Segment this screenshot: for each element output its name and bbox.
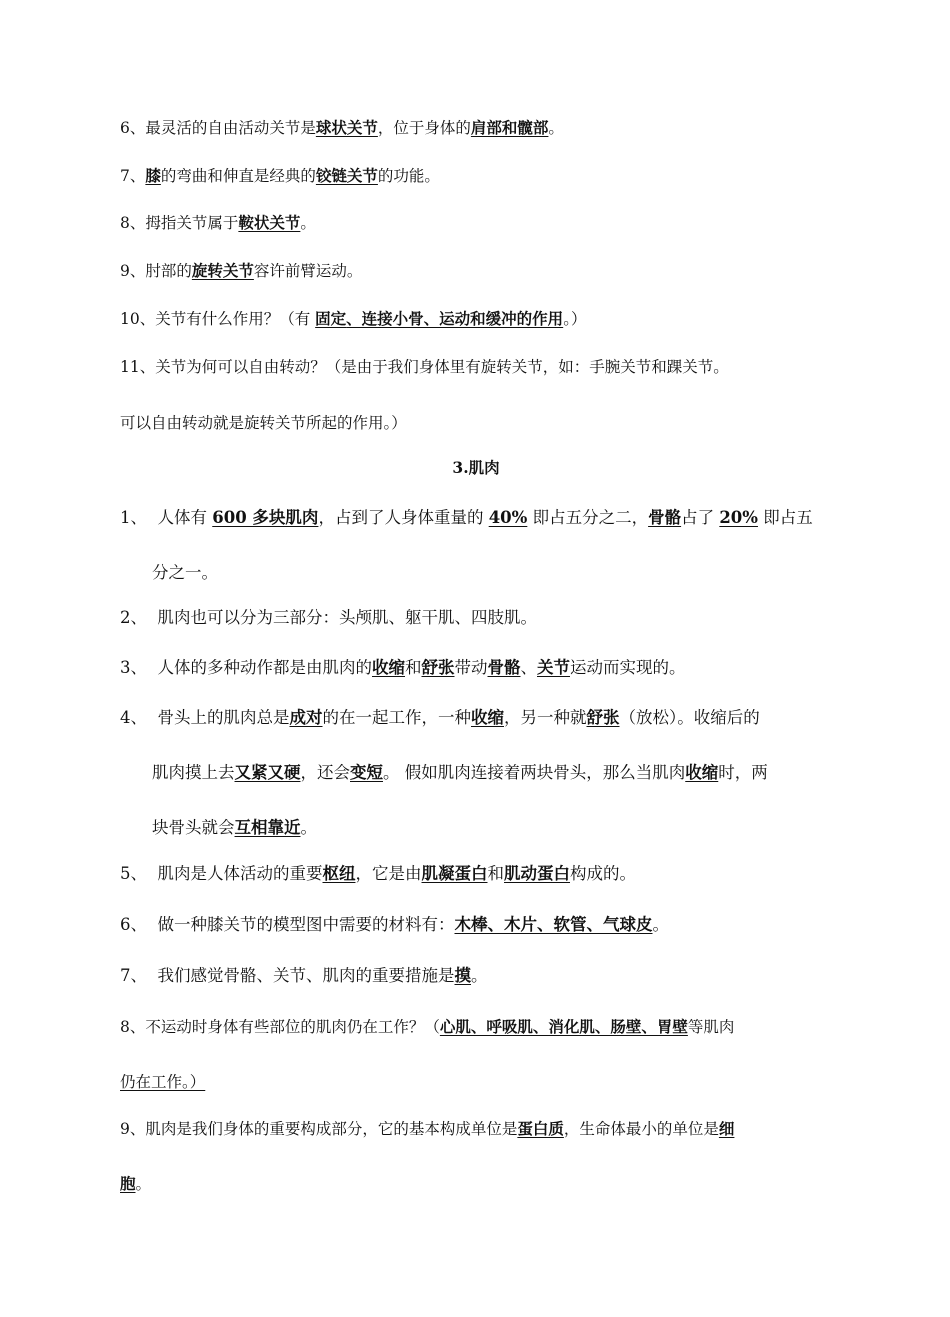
- text: 。: [548, 119, 564, 137]
- keyword: 、连接小骨、运动和缓冲的作用: [346, 309, 564, 328]
- text: 块骨头就会: [152, 818, 235, 837]
- text: 。: [652, 915, 669, 934]
- keyword: 摸: [454, 966, 471, 985]
- joint-item-11: [120, 356, 832, 378]
- keyword: 木棒、木片、软管、气球皮: [454, 915, 653, 934]
- keyword: 40%: [488, 508, 528, 527]
- keyword: 变短: [350, 763, 383, 782]
- text: 9、肌肉是我们身体的重要构成部分，它的基本构成单位是: [120, 1120, 518, 1138]
- muscle-item-7: [120, 965, 832, 987]
- text: ，它是由: [355, 864, 422, 883]
- text: 的弯曲和伸直是经典的: [160, 167, 316, 185]
- keyword: 又紧又硬: [234, 763, 301, 782]
- joint-item-11-cont: [120, 412, 832, 434]
- text: 肌肉也可以分为三部分：头颅肌、躯干肌、四肢肌。: [157, 608, 537, 627]
- keyword: 胞: [120, 1174, 136, 1193]
- muscle-item-4: [120, 707, 832, 729]
- muscle-item-1-cont: [152, 562, 832, 584]
- text: 。: [300, 818, 317, 837]
- keyword: 肌凝蛋白: [421, 864, 488, 883]
- text: 的在一起工作，一种: [322, 708, 471, 727]
- text: ，另一种就: [504, 708, 587, 727]
- text: 我们感觉骨骼、关节、肌肉的重要措施是: [157, 966, 455, 985]
- muscle-item-6: [120, 914, 832, 936]
- muscle-item-3: [120, 657, 832, 679]
- keyword: 铰链关节: [315, 166, 378, 185]
- text: 。）: [563, 310, 587, 328]
- item-number: 1、: [120, 508, 147, 527]
- text: 可以自由转动就是旋转关节所起的作用。）: [120, 414, 407, 432]
- keyword: 细: [718, 1119, 735, 1138]
- text: 分之一。: [152, 563, 218, 582]
- text: ，还会: [300, 763, 350, 782]
- muscle-item-9-cont: [120, 1173, 832, 1195]
- keyword: 收缩: [372, 658, 405, 677]
- keyword: 20%: [719, 508, 758, 527]
- text: 等肌肉: [687, 1018, 735, 1036]
- keyword: 收缩: [471, 708, 504, 727]
- muscle-item-5: [120, 863, 832, 885]
- joint-item-6: [120, 117, 832, 139]
- text: 9、肘部的: [120, 262, 192, 280]
- joint-item-7: [120, 165, 832, 187]
- text: （放松）。收缩后的: [619, 708, 760, 727]
- text: 骨头上的肌肉总是: [157, 708, 290, 727]
- keyword: 固定: [315, 309, 347, 328]
- text: ，占到了人身体重量的: [318, 508, 489, 527]
- text: 8、不运动时身体有些部位的肌肉仍在工作？（: [120, 1018, 440, 1036]
- item-number: 5、: [120, 864, 147, 883]
- text: 容许前臂运动。: [253, 262, 363, 280]
- joint-item-10: [120, 308, 832, 330]
- text: 。: [135, 1175, 152, 1193]
- joint-item-8: [120, 212, 832, 234]
- text: 肌肉是人体活动的重要: [157, 864, 323, 883]
- muscle-item-2: [120, 607, 832, 629]
- text: 人体有: [157, 508, 213, 527]
- text: 时，两: [718, 763, 768, 782]
- keyword: 鞍状关节: [238, 213, 301, 232]
- text: 。 假如肌肉连接着两块骨头，那么当肌肉: [383, 763, 686, 782]
- keyword: 心肌、呼吸肌、消化肌、肠壁、胃壁: [439, 1017, 688, 1036]
- keyword: 球状关节: [315, 118, 378, 137]
- keyword: 蛋白质: [517, 1119, 564, 1138]
- muscle-item-4-cont2: [152, 817, 832, 839]
- keyword: 肌动蛋白: [504, 864, 570, 883]
- keyword: 肩部和髋部: [470, 118, 549, 137]
- keyword: 关节: [537, 658, 570, 677]
- text: ，生命体最小的单位是: [563, 1120, 719, 1138]
- text: 10、关节有什么作用？（有: [120, 310, 316, 328]
- keyword: 舒张: [586, 708, 620, 727]
- text: 仍在工作。）: [120, 1073, 206, 1091]
- text: 。: [471, 966, 488, 985]
- text: 即占五: [757, 508, 813, 527]
- keyword: 骨骼: [648, 508, 682, 527]
- text: 运动而实现的。: [570, 658, 686, 677]
- keyword: 膝: [145, 166, 161, 185]
- keyword: 成对: [289, 708, 323, 727]
- text: 11、关节为何可以自由转动？（是由于我们身体里有旋转关节，如：手腕关节和踝关节。: [120, 358, 729, 376]
- joint-item-9: [120, 260, 832, 282]
- text: 6、最灵活的自由活动关节是: [120, 119, 316, 137]
- muscle-item-8: [120, 1016, 832, 1038]
- keyword: 舒张: [421, 658, 455, 677]
- muscle-item-9: [120, 1118, 832, 1140]
- text: ，位于身体的: [377, 119, 471, 137]
- text: 人体的多种动作都是由肌肉的: [157, 658, 372, 677]
- text: 构成的。: [570, 864, 636, 883]
- muscle-item-1: [120, 507, 832, 529]
- keyword: 枢纽: [322, 864, 356, 883]
- text: 带动: [454, 658, 488, 677]
- text: 、: [520, 658, 537, 677]
- text: 7、: [120, 167, 146, 185]
- text: 做一种膝关节的模型图中需要的材料有：: [157, 915, 455, 934]
- muscle-item-4-cont: [152, 762, 832, 784]
- keyword: 600 多块肌肉: [212, 508, 319, 527]
- text: 和: [487, 864, 504, 883]
- keyword: 收缩: [685, 763, 719, 782]
- text: 的功能。: [377, 167, 440, 185]
- item-number: 3、: [120, 658, 147, 677]
- text: 和: [405, 658, 422, 677]
- keyword: 骨骼: [487, 658, 521, 677]
- keyword: 互相靠近: [234, 818, 301, 837]
- text: 肌肉摸上去: [152, 763, 235, 782]
- text: 。: [300, 214, 316, 232]
- keyword: 旋转关节: [191, 261, 254, 280]
- item-number: 6、: [120, 915, 147, 934]
- section-title: 3.肌肉: [452, 458, 500, 477]
- text: 即占五分之二，: [527, 508, 649, 527]
- muscle-item-8-cont: [120, 1071, 832, 1093]
- text: 占了: [681, 508, 720, 527]
- text: 8、拇指关节属于: [120, 214, 239, 232]
- item-number: 4、: [120, 708, 147, 727]
- item-number: 2、: [120, 608, 147, 627]
- item-number: 7、: [120, 966, 147, 985]
